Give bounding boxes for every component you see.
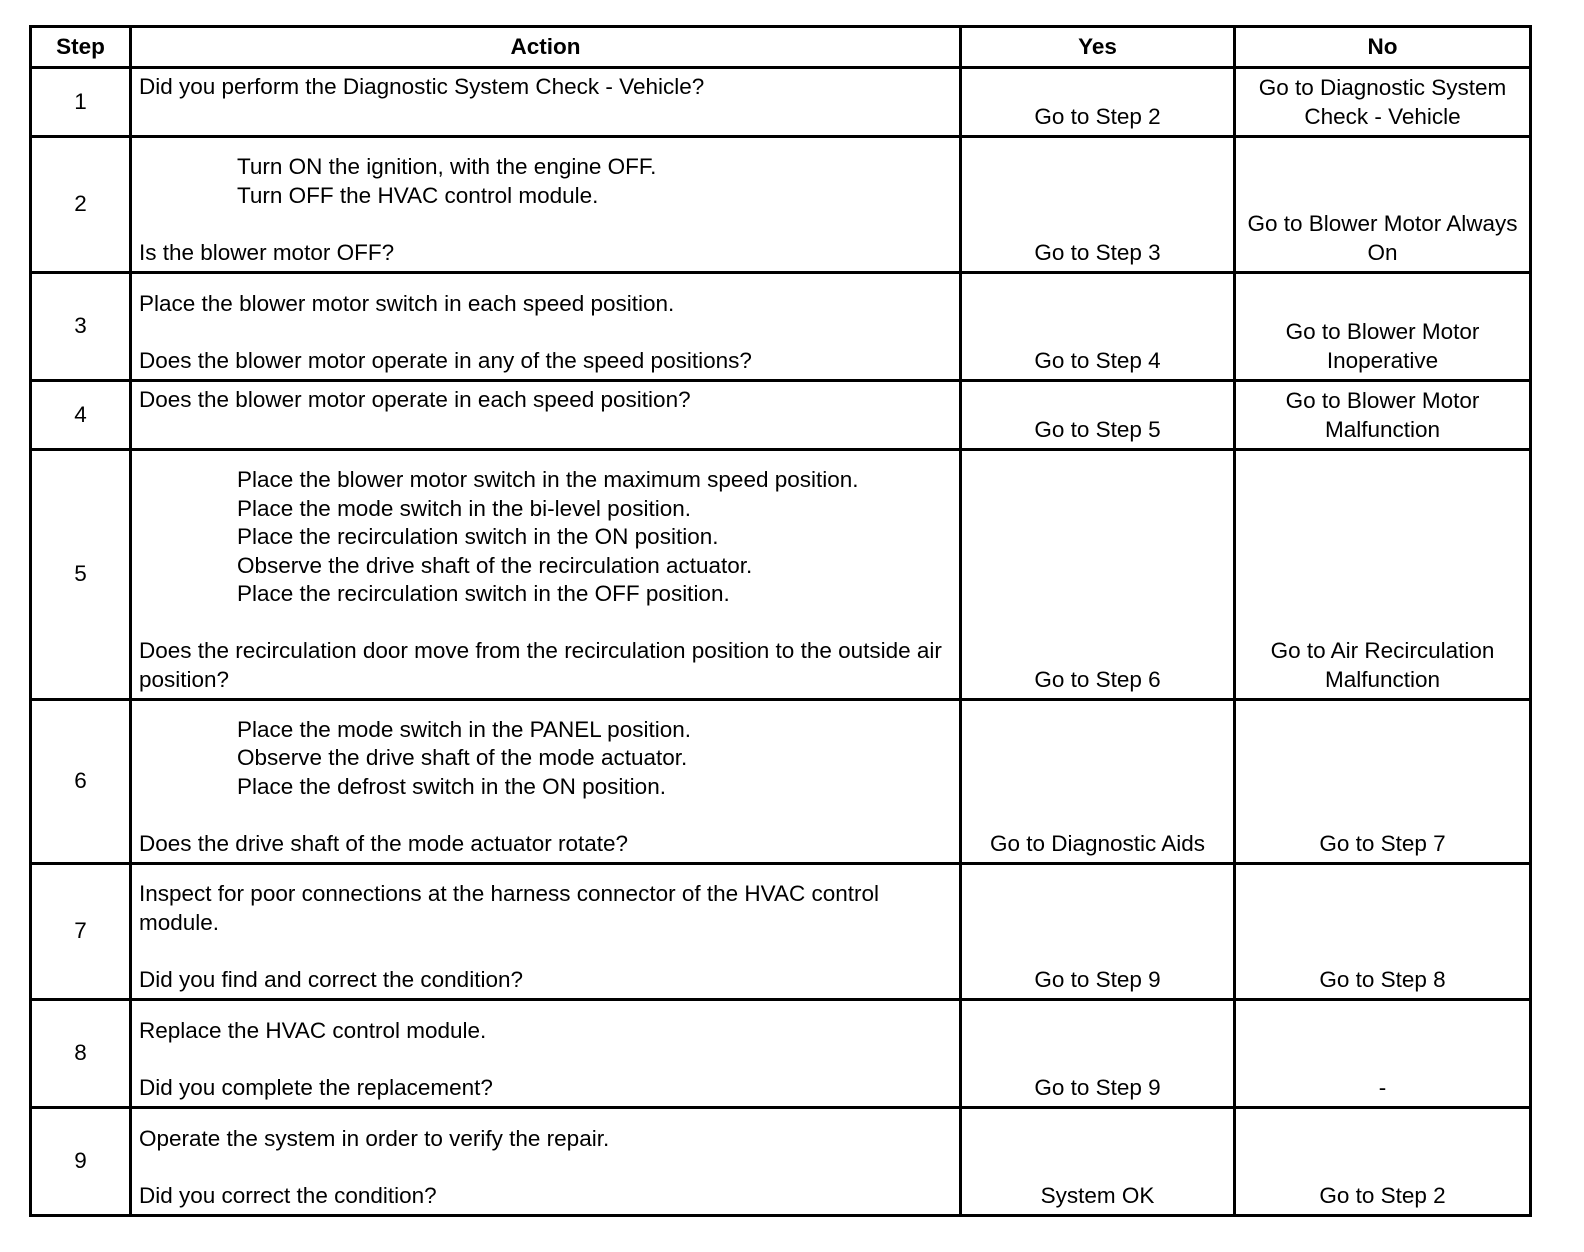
yes-cell: Go to Step 2: [961, 68, 1235, 137]
action-question: Did you find and correct the condition?: [139, 966, 523, 992]
diagnostic-table: [29, 25, 1532, 1217]
step-number: 2: [31, 137, 131, 273]
action-cell: [131, 381, 961, 450]
yes-cell: Go to Step 9: [961, 1000, 1235, 1108]
action-step: Inspect for poor connections at the harness connector of the HVAC control module.: [139, 881, 879, 935]
action-step: Place the defrost switch in the ON position.: [237, 773, 666, 799]
table-row: [31, 381, 1531, 450]
action-step: Observe the drive shaft of the recirculation actuator.: [237, 552, 753, 578]
step-number: 9: [31, 1108, 131, 1216]
action-question: Is the blower motor OFF?: [139, 239, 395, 265]
step-number: 7: [31, 864, 131, 1000]
yes-cell: Go to Step 6: [961, 450, 1235, 700]
action-step: Place the recirculation switch in the OFF position.: [237, 581, 730, 606]
table-row: [31, 450, 1531, 700]
table-row: [31, 273, 1531, 381]
yes-cell: Go to Step 9: [961, 864, 1235, 1000]
table-row: [31, 68, 1531, 137]
action-step: Turn ON the ignition, with the engine OFF.: [237, 154, 657, 179]
no-cell: Go to Blower Motor Inoperative: [1235, 273, 1531, 381]
no-cell: Go to Air Recirculation Malfunction: [1235, 450, 1531, 700]
action-question: Does the blower motor operate in any of the speed positions?: [139, 347, 752, 373]
action-step: Replace the HVAC control module.: [139, 1017, 487, 1043]
no-cell: Go to Step 8: [1235, 864, 1531, 1000]
action-step: Place the mode switch in the PANEL position.: [237, 716, 691, 742]
no-cell: Go to Blower Motor Always On: [1235, 137, 1531, 273]
step-number: 3: [31, 273, 131, 381]
action-cell: [131, 273, 961, 381]
action-question: Did you correct the condition?: [139, 1182, 437, 1208]
action-step: Observe the drive shaft of the mode actuator.: [237, 745, 688, 770]
action-question: Did you complete the replacement?: [139, 1074, 493, 1100]
no-cell: Go to Diagnostic System Check - Vehicle: [1235, 68, 1531, 137]
table-row: [31, 137, 1531, 273]
action-cell: [131, 700, 961, 864]
step-number: 6: [31, 700, 131, 864]
table-row: [31, 700, 1531, 864]
action-step: Operate the system in order to verify the repair.: [139, 1125, 610, 1151]
no-cell: Go to Blower Motor Malfunction: [1235, 381, 1531, 450]
yes-cell: Go to Step 4: [961, 273, 1235, 381]
action-cell: [131, 68, 961, 137]
yes-cell: Go to Step 5: [961, 381, 1235, 450]
action-cell: [131, 1000, 961, 1108]
no-cell: -: [1235, 1000, 1531, 1108]
action-question: Did you perform the Diagnostic System Check - Vehicle?: [139, 74, 705, 99]
header-step: Step: [31, 27, 131, 68]
action-cell: [131, 1108, 961, 1216]
action-question: Does the drive shaft of the mode actuator rotate?: [139, 830, 629, 856]
action-cell: [131, 137, 961, 273]
no-cell: Go to Step 2: [1235, 1108, 1531, 1216]
header-action: Action: [131, 27, 961, 68]
action-step: Place the recirculation switch in the ON position.: [237, 524, 719, 549]
step-number: 5: [31, 450, 131, 700]
header-yes: Yes: [961, 27, 1235, 68]
table-row: [31, 1000, 1531, 1108]
action-step: Place the blower motor switch in the maximum speed position.: [237, 467, 859, 492]
yes-cell: Go to Step 3: [961, 137, 1235, 273]
action-step: Turn OFF the HVAC control module.: [237, 182, 599, 208]
yes-cell: Go to Diagnostic Aids: [961, 700, 1235, 864]
step-number: 8: [31, 1000, 131, 1108]
table-row: [31, 1108, 1531, 1216]
header-row: [31, 27, 1531, 68]
action-cell: [131, 450, 961, 700]
action-question: Does the recirculation door move from the recirculation position to the outside air position?: [139, 638, 942, 692]
step-number: 4: [31, 381, 131, 450]
header-no: No: [1235, 27, 1531, 68]
yes-cell: System OK: [961, 1108, 1235, 1216]
action-step: Place the blower motor switch in each speed position.: [139, 290, 675, 316]
action-question: Does the blower motor operate in each speed position?: [139, 387, 691, 412]
table-row: [31, 864, 1531, 1000]
no-cell: Go to Step 7: [1235, 700, 1531, 864]
step-number: 1: [31, 68, 131, 137]
action-cell: [131, 864, 961, 1000]
action-step: Place the mode switch in the bi-level position.: [237, 495, 691, 521]
